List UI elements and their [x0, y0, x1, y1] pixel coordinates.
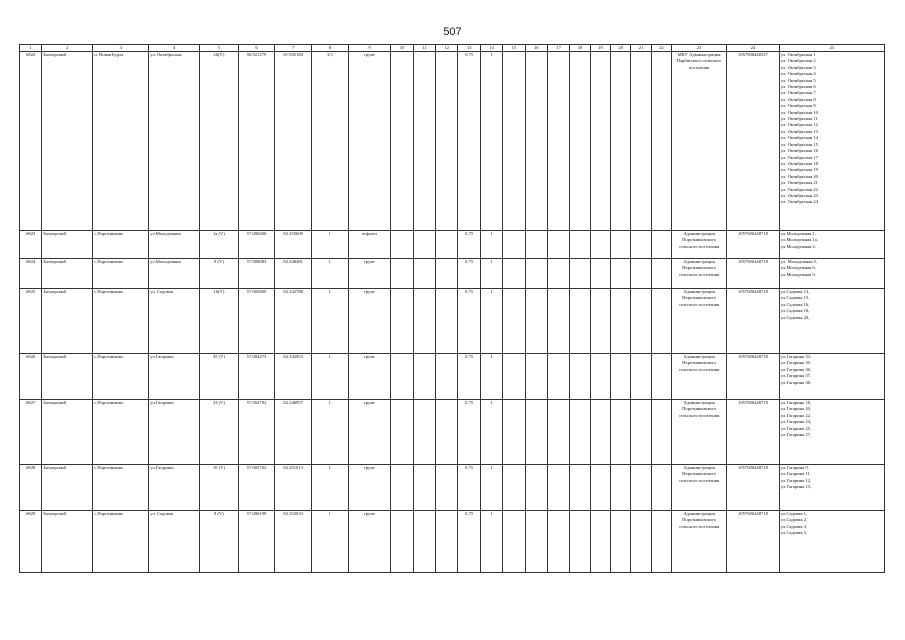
table-cell-col-22: [651, 289, 671, 354]
table-cell-col-23: Администрация Поротниковского сельского поселения: [672, 231, 727, 259]
address-list: [781, 465, 883, 491]
table-cell-col-5: 9 (V): [200, 259, 239, 289]
address-item: ул.Гагарина 13,: [780, 484, 812, 490]
table-cell-col-7: 82.348481: [275, 259, 312, 289]
table-cell-col-14: 1: [480, 511, 502, 573]
address-item: ул. Октябрьская 6: [780, 84, 816, 90]
column-number: 20: [611, 45, 631, 52]
table-cell-col-25: [779, 400, 884, 465]
table-cell-col-7: 82.353033: [275, 511, 312, 573]
table-cell-col-18: [570, 511, 590, 573]
table-cell-col-10: [391, 511, 413, 573]
address-item: ул.Гагарина 37,: [780, 373, 812, 379]
column-number: 7: [275, 45, 312, 52]
table-cell-col-2: Бахчарский: [42, 289, 93, 354]
table-cell-col-8: 1: [312, 354, 349, 400]
table-cell-col-15: [503, 465, 525, 511]
table-cell-col-11: [413, 354, 435, 400]
table-cell-col-19: [590, 52, 610, 231]
table-cell-col-10: [391, 400, 413, 465]
address-item: ул. Октябрьская 14: [780, 135, 818, 141]
column-number: 8: [312, 45, 349, 52]
table-cell-col-25: [779, 259, 884, 289]
address-item: ул. Октябрьская 23: [780, 192, 818, 198]
table-cell-col-19: [590, 400, 610, 465]
table-cell-col-1: 6829: [20, 511, 42, 573]
table-row: [20, 259, 885, 289]
table-cell-col-6: 57.006199: [238, 511, 275, 573]
table-cell-col-12: [436, 231, 458, 259]
column-number: 22: [651, 45, 671, 52]
table-cell-col-7: 82.342788: [275, 289, 312, 354]
address-item: ул.Садовая 18,: [780, 308, 810, 314]
table-cell-col-5: 26(V): [200, 52, 239, 231]
table-cell-col-2: Бахчарский: [42, 52, 93, 231]
table-cell-col-22: [651, 511, 671, 573]
table-cell-col-4: ул. Садовая: [149, 511, 200, 573]
address-list: [781, 400, 883, 438]
table-cell-col-11: [413, 231, 435, 259]
table-cell-col-15: [503, 354, 525, 400]
table-cell-col-11: [413, 289, 435, 354]
table-cell-col-21: [631, 465, 651, 511]
address-item: ул.Садовая 13,: [780, 289, 810, 294]
table-cell-col-15: [503, 400, 525, 465]
table-cell-col-8: 1: [312, 259, 349, 289]
table-cell-col-21: [631, 354, 651, 400]
table-cell-col-5: 1а (V): [200, 231, 239, 259]
table-cell-col-10: [391, 259, 413, 289]
table-cell-col-19: [590, 259, 610, 289]
address-item: ул.Садовая 15,: [780, 295, 810, 301]
address-item: ул. Октябрьская 12: [780, 122, 818, 128]
table-cell-col-21: [631, 52, 651, 231]
table-cell-col-9: грунт: [348, 354, 391, 400]
table-cell-col-3: п. Новая Бурла: [93, 52, 149, 231]
table-cell-col-19: [590, 465, 610, 511]
column-number: 12: [436, 45, 458, 52]
address-item: ул.Гагарина 20,: [780, 406, 812, 412]
address-item: ул.Гагарина 9,: [780, 465, 809, 470]
table-cell-col-8: 1: [312, 511, 349, 573]
table-cell-col-24: 1057006448718: [727, 354, 780, 400]
address-item: ул. Октябрьская 13: [780, 128, 818, 134]
table-cell-col-15: [503, 231, 525, 259]
table-cell-col-5: 23 (V): [200, 400, 239, 465]
table-cell-col-21: [631, 289, 651, 354]
table-cell-col-24: 1057006448718: [727, 400, 780, 465]
table-cell-col-14: 1: [480, 259, 502, 289]
address-item: ул. Октябрьская 4: [780, 71, 816, 77]
table-cell-col-2: Бахчарский: [42, 511, 93, 573]
table-cell-col-6: 56.921279: [238, 52, 275, 231]
column-number: 10: [391, 45, 413, 52]
table-cell-col-13: 0.75: [458, 52, 480, 231]
table-cell-col-19: [590, 511, 610, 573]
table-cell-col-3: с.Поротниково: [93, 259, 149, 289]
table-cell-col-13: 0.75: [458, 511, 480, 573]
table-cell-col-10: [391, 231, 413, 259]
table-cell-col-12: [436, 289, 458, 354]
address-item: ул.Гагарина 38,: [780, 379, 812, 385]
table-cell-col-25: [779, 511, 884, 573]
table-cell-col-18: [570, 52, 590, 231]
address-item: ул. Октябрьская 10: [780, 109, 818, 115]
table-cell-col-23: Администрация Поротниковского сельского поселения: [672, 354, 727, 400]
address-item: ул. Молодежная 5,: [780, 259, 818, 264]
table-cell-col-20: [611, 465, 631, 511]
table-cell-col-10: [391, 465, 413, 511]
address-item: ул.Молодежная 6,: [780, 265, 816, 271]
address-item: ул. Октябрьская 1: [780, 52, 816, 57]
column-number: 11: [413, 45, 435, 52]
address-item: ул. Октябрьская 2: [780, 58, 816, 64]
table-row: [20, 289, 885, 354]
address-item: ул.Гагарина 24,: [780, 419, 812, 425]
table-cell-col-20: [611, 52, 631, 231]
table-cell-col-6: 57.008406: [238, 231, 275, 259]
table-cell-col-9: грунт: [348, 289, 391, 354]
table-cell-col-3: с.Поротниково: [93, 465, 149, 511]
address-item: ул. Октябрьская 24: [780, 199, 818, 205]
table-cell-col-12: [436, 400, 458, 465]
table-cell-col-10: [391, 289, 413, 354]
table-cell-col-9: асфальт: [348, 231, 391, 259]
address-item: ул. Октябрьская 9: [780, 103, 816, 109]
table-cell-col-9: грунт: [348, 400, 391, 465]
table-cell-col-1: 6828: [20, 465, 42, 511]
table-cell-col-24: 1057006448718: [727, 465, 780, 511]
address-item: ул.Молодежная 9,: [780, 271, 816, 277]
address-item: ул. Октябрьская 18: [780, 160, 818, 166]
table-cell-col-25: [779, 231, 884, 259]
table-cell-col-8: 1: [312, 465, 349, 511]
column-number: 9: [348, 45, 391, 52]
table-cell-col-6: 57.004473: [238, 354, 275, 400]
address-list: [781, 259, 883, 278]
table-cell-col-1: 6827: [20, 400, 42, 465]
table-cell-col-25: [779, 52, 884, 231]
table-cell-col-4: ул.Молодежная: [149, 259, 200, 289]
table-cell-col-16: [525, 289, 547, 354]
table-cell-col-7: 82.351013: [275, 465, 312, 511]
table-cell-col-17: [547, 231, 569, 259]
table-cell-col-21: [631, 511, 651, 573]
table-cell-col-15: [503, 52, 525, 231]
table-cell-col-17: [547, 511, 569, 573]
table-cell-col-5: 35 (V): [200, 354, 239, 400]
table-cell-col-15: [503, 259, 525, 289]
table-cell-col-20: [611, 231, 631, 259]
table-cell-col-6: 57.005702: [238, 465, 275, 511]
column-number: 16: [525, 45, 547, 52]
table-cell-col-4: ул.Молодежная: [149, 231, 200, 259]
table-cell-col-4: ул.Гагарина: [149, 354, 200, 400]
table-cell-col-20: [611, 289, 631, 354]
address-item: ул.Гагарина 18,: [780, 400, 812, 405]
column-number-row: [20, 45, 885, 52]
table-cell-col-19: [590, 354, 610, 400]
address-item: ул. Октябрьская 16: [780, 148, 818, 154]
column-number: 23: [672, 45, 727, 52]
table-cell-col-17: [547, 289, 569, 354]
address-item: ул.Гагарина 12,: [780, 477, 812, 483]
address-item: ул.Садовая 3,: [780, 523, 808, 529]
table-cell-col-21: [631, 400, 651, 465]
address-item: ул.Гагарина 25,: [780, 425, 812, 431]
table-cell-col-17: [547, 52, 569, 231]
table-cell-col-13: 0.75: [458, 289, 480, 354]
column-number: 25: [779, 45, 884, 52]
table-cell-col-23: Администрация Поротниковского сельского поселения: [672, 400, 727, 465]
table-cell-col-18: [570, 231, 590, 259]
table-cell-col-24: 1057006448718: [727, 289, 780, 354]
column-number: 17: [547, 45, 569, 52]
table-cell-col-2: Бахчарский: [42, 354, 93, 400]
column-number: 14: [480, 45, 502, 52]
column-number: 3: [93, 45, 149, 52]
table-cell-col-20: [611, 259, 631, 289]
table-cell-col-5: 8 (V): [200, 511, 239, 573]
table-cell-col-14: 1: [480, 289, 502, 354]
column-number: 4: [149, 45, 200, 52]
table-cell-col-4: ул. Октябрьская: [149, 52, 200, 231]
column-number: 19: [590, 45, 610, 52]
address-item: ул.Садовая 2,: [780, 517, 808, 523]
address-list: [781, 52, 883, 206]
table-cell-col-3: с.Поротниково: [93, 231, 149, 259]
address-list: [781, 354, 883, 386]
column-number: 21: [631, 45, 651, 52]
table-cell-col-7: 81.945184: [275, 52, 312, 231]
table-cell-col-24: 1057006448718: [727, 511, 780, 573]
address-item: ул.Гагарина 33,: [780, 354, 812, 359]
table-cell-col-12: [436, 511, 458, 573]
table-cell-col-12: [436, 465, 458, 511]
address-item: ул.Молодежная 1,: [780, 231, 816, 236]
table-row: [20, 400, 885, 465]
roads-table: [19, 44, 885, 573]
table-cell-col-23: Администрация Поротниковского сельского поселения: [672, 259, 727, 289]
table-cell-col-8: 1: [312, 289, 349, 354]
table-cell-col-22: [651, 259, 671, 289]
table-cell-col-18: [570, 354, 590, 400]
table-cell-col-22: [651, 400, 671, 465]
table-cell-col-17: [547, 259, 569, 289]
table-cell-col-15: [503, 511, 525, 573]
column-number: 2: [42, 45, 93, 52]
table-cell-col-23: Администрация Поротниковского сельского поселения: [672, 465, 727, 511]
table-cell-col-2: Бахчарский: [42, 465, 93, 511]
table-cell-col-14: 1: [480, 465, 502, 511]
address-item: ул.Садовая 16,: [780, 301, 810, 307]
table-cell-col-16: [525, 354, 547, 400]
table-cell-col-5: 10 (V): [200, 465, 239, 511]
table-cell-col-6: 57.004792: [238, 400, 275, 465]
address-item: ул.Гагарина 27,: [780, 432, 812, 438]
table-cell-col-20: [611, 511, 631, 573]
table-cell-col-24: 1057006448718: [727, 259, 780, 289]
page-number: 507: [443, 26, 462, 38]
address-item: ул.Гагарина 35,: [780, 360, 812, 366]
table-row: [20, 511, 885, 573]
table-cell-col-24: 1057006448337: [727, 52, 780, 231]
table-cell-col-23: Администрация Поротниковского сельского поселения: [672, 289, 727, 354]
address-item: ул. Октябрьская 3: [780, 64, 816, 70]
table-cell-col-12: [436, 259, 458, 289]
table-cell-col-13: 0.75: [458, 354, 480, 400]
table-cell-col-19: [590, 231, 610, 259]
table-cell-col-16: [525, 259, 547, 289]
address-item: ул.Садовая 1,: [780, 511, 808, 516]
table-cell-col-1: 6825: [20, 289, 42, 354]
column-number: 24: [727, 45, 780, 52]
table-cell-col-6: 57.008083: [238, 259, 275, 289]
table-cell-col-25: [779, 465, 884, 511]
column-number: 1: [20, 45, 42, 52]
table-cell-col-13: 0.75: [458, 259, 480, 289]
address-item: ул.Молодежная 1а,: [780, 237, 818, 243]
address-item: ул.Молодежная 2,: [780, 243, 816, 249]
address-item: ул.Садовая 20,: [780, 314, 810, 320]
table-cell-col-5: 16(V): [200, 289, 239, 354]
table-cell-col-11: [413, 465, 435, 511]
table-cell-col-17: [547, 400, 569, 465]
column-number: 5: [200, 45, 239, 52]
table-cell-col-14: 1: [480, 354, 502, 400]
column-number: 18: [570, 45, 590, 52]
table-cell-col-15: [503, 289, 525, 354]
table-cell-col-4: ул.Гагарина: [149, 400, 200, 465]
table-cell-col-4: ул.Гагарина: [149, 465, 200, 511]
address-item: ул. Октябрьская 15: [780, 141, 818, 147]
table-cell-col-18: [570, 400, 590, 465]
table-cell-col-22: [651, 231, 671, 259]
table-cell-col-20: [611, 354, 631, 400]
table-cell-col-21: [631, 231, 651, 259]
address-item: ул. Октябрьская 22: [780, 186, 818, 192]
address-item: ул.Гагарина 22,: [780, 412, 812, 418]
table-cell-col-23: МКУ Администрация Парбигского сельского поселения: [672, 52, 727, 231]
address-item: ул. Октябрьская 5: [780, 77, 816, 83]
column-number: 6: [238, 45, 275, 52]
table-cell-col-18: [570, 259, 590, 289]
address-list: [781, 231, 883, 250]
table-cell-col-1: 6823: [20, 231, 42, 259]
table-cell-col-22: [651, 465, 671, 511]
column-number: 15: [503, 45, 525, 52]
table-cell-col-7: 82.346957: [275, 400, 312, 465]
table-cell-col-3: с.Поротниково: [93, 354, 149, 400]
table-cell-col-21: [631, 259, 651, 289]
table-cell-col-14: 1: [480, 231, 502, 259]
table-cell-col-23: Администрация Поротниковского сельского поселения: [672, 511, 727, 573]
table-row: [20, 354, 885, 400]
table-cell-col-8: 1: [312, 231, 349, 259]
table-cell-col-13: 0.75: [458, 231, 480, 259]
table-cell-col-9: грунт: [348, 511, 391, 573]
table-cell-col-2: Бахчарский: [42, 400, 93, 465]
table-cell-col-11: [413, 259, 435, 289]
table-cell-col-10: [391, 354, 413, 400]
table-cell-col-14: 1: [480, 52, 502, 231]
table-cell-col-2: Бахчарский: [42, 259, 93, 289]
table-cell-col-2: Бахчарский: [42, 231, 93, 259]
table-cell-col-16: [525, 400, 547, 465]
table-cell-col-25: [779, 289, 884, 354]
table-cell-col-6: 57.005609: [238, 289, 275, 354]
address-item: ул. Октябрьская 8: [780, 96, 816, 102]
table-cell-col-7: 82.342953: [275, 354, 312, 400]
table-cell-col-13: 0.75: [458, 465, 480, 511]
address-item: ул. Октябрьская 11: [780, 116, 818, 122]
table-cell-col-11: [413, 511, 435, 573]
table-cell-col-3: с.Поротниково: [93, 511, 149, 573]
table-cell-col-13: 0.75: [458, 400, 480, 465]
address-item: ул. Октябрьская 21: [780, 180, 818, 186]
table-cell-col-16: [525, 52, 547, 231]
table-cell-col-9: грунт: [348, 259, 391, 289]
table-cell-col-3: с.Поротниково: [93, 289, 149, 354]
address-list: [781, 289, 883, 321]
table-row: [20, 231, 885, 259]
table-cell-col-4: ул. Садовая: [149, 289, 200, 354]
table-cell-col-1: 6822: [20, 52, 42, 231]
table-cell-col-18: [570, 289, 590, 354]
address-item: ул. Октябрьская 17: [780, 154, 818, 160]
table-cell-col-1: 6826: [20, 354, 42, 400]
address-item: ул. Октябрьская 7: [780, 90, 816, 96]
table-row: [20, 52, 885, 231]
table-cell-col-1: 6824: [20, 259, 42, 289]
table-cell-col-10: [391, 52, 413, 231]
table-cell-col-11: [413, 52, 435, 231]
table-cell-col-16: [525, 231, 547, 259]
table-cell-col-16: [525, 511, 547, 573]
table-cell-col-12: [436, 52, 458, 231]
table-cell-col-12: [436, 354, 458, 400]
table-cell-col-25: [779, 354, 884, 400]
address-item: ул.Садовая 5,: [780, 530, 808, 536]
table-cell-col-8: 3,5: [312, 52, 349, 231]
table-cell-col-20: [611, 400, 631, 465]
table-row: [20, 465, 885, 511]
table-cell-col-8: 1: [312, 400, 349, 465]
table-cell-col-3: с.Поротниково: [93, 400, 149, 465]
table-cell-col-17: [547, 354, 569, 400]
table-cell-col-9: грунт: [348, 465, 391, 511]
table-cell-col-17: [547, 465, 569, 511]
address-list: [781, 511, 883, 537]
table-cell-col-16: [525, 465, 547, 511]
table-cell-col-7: 82.355609: [275, 231, 312, 259]
table-cell-col-19: [590, 289, 610, 354]
table-cell-col-24: 1057006448718: [727, 231, 780, 259]
table-cell-col-14: 1: [480, 400, 502, 465]
column-number: 13: [458, 45, 480, 52]
table-cell-col-22: [651, 354, 671, 400]
table-cell-col-18: [570, 465, 590, 511]
address-item: ул.Гагарина 36,: [780, 366, 812, 372]
table-cell-col-11: [413, 400, 435, 465]
table-cell-col-22: [651, 52, 671, 231]
address-item: ул. Октябрьская 19: [780, 167, 818, 173]
address-item: ул. Октябрьская 20: [780, 173, 818, 179]
address-item: ул.Гагарина 11,: [780, 471, 811, 477]
table-cell-col-9: грунт: [348, 52, 391, 231]
